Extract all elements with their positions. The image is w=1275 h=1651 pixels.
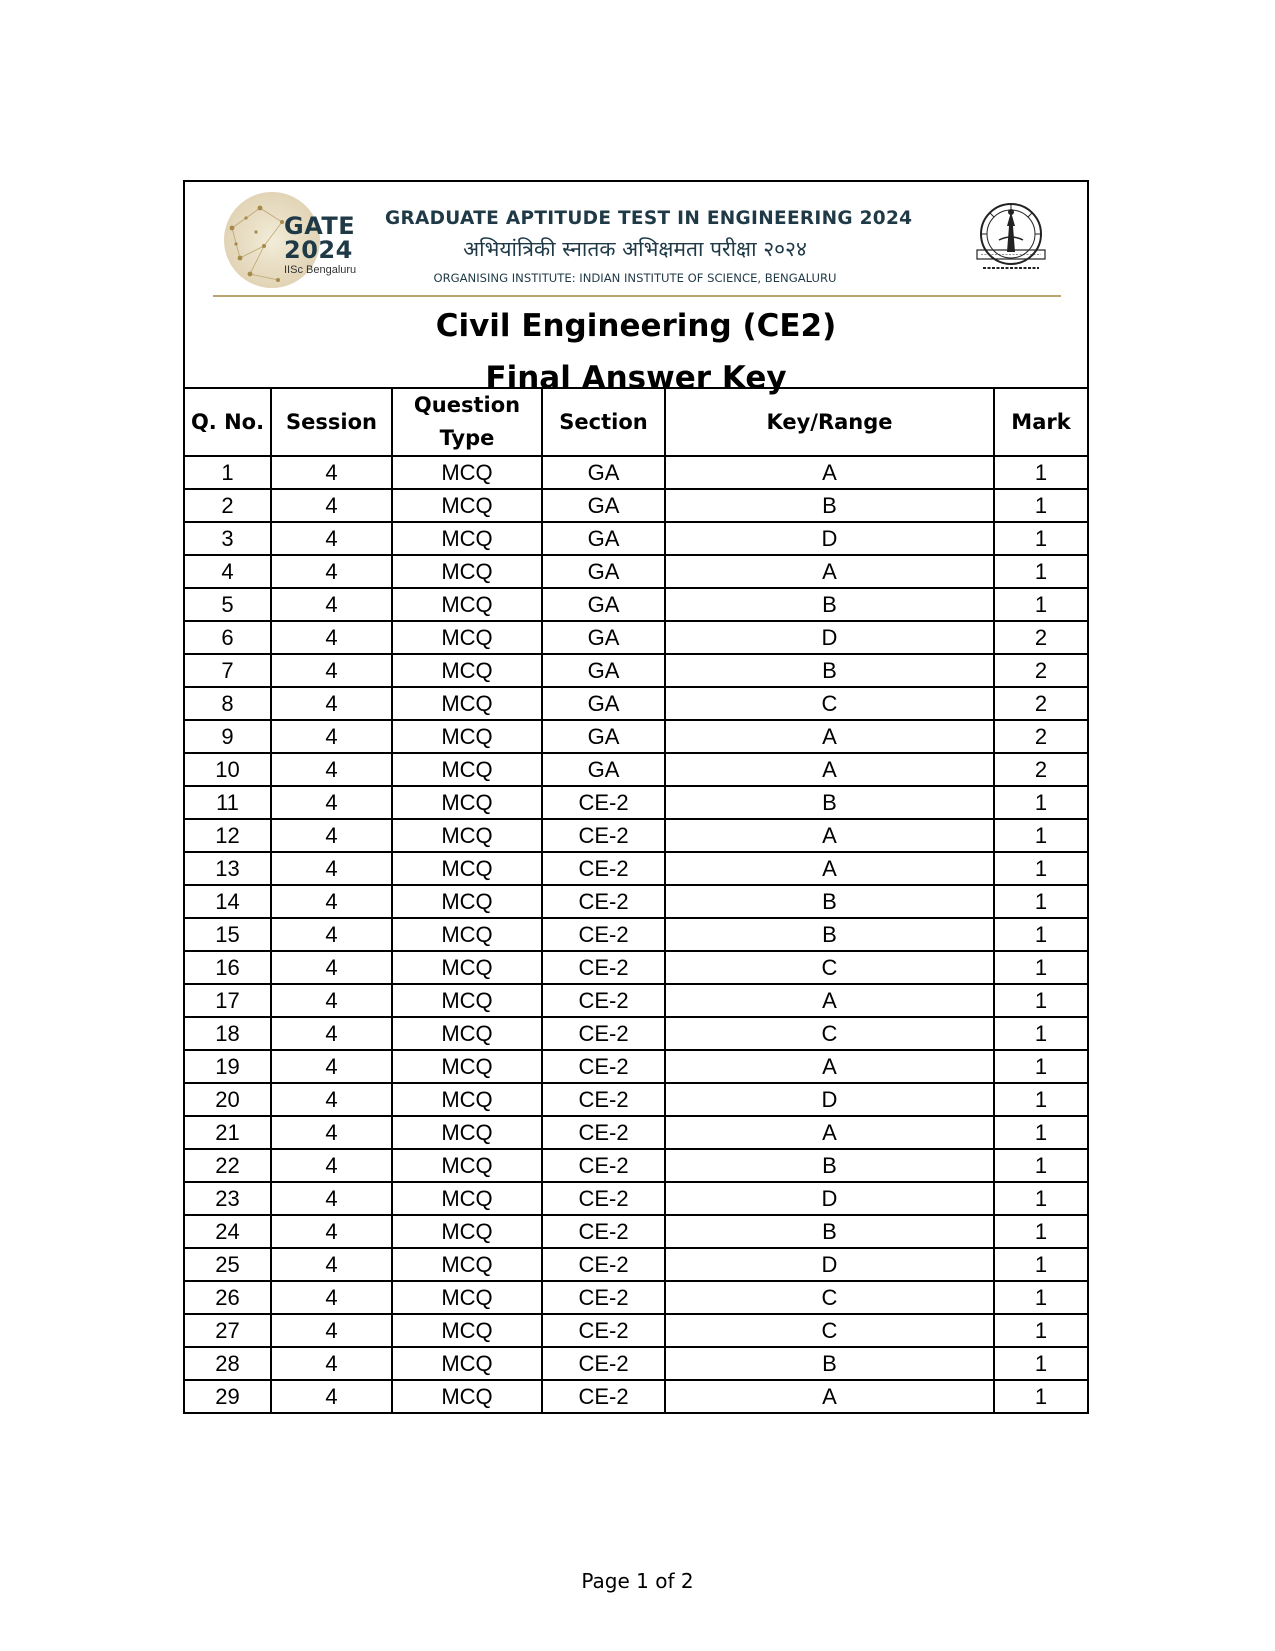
table-row xyxy=(185,885,1087,918)
table-row xyxy=(185,654,1087,687)
cell-qno: 26 xyxy=(185,1281,271,1314)
cell-key: D xyxy=(665,621,994,654)
cell-question-type: MCQ xyxy=(392,1116,542,1149)
cell-qno: 12 xyxy=(185,819,271,852)
cell-question-type: MCQ xyxy=(392,984,542,1017)
cell-mark: 1 xyxy=(994,1314,1087,1347)
table-row xyxy=(185,951,1087,984)
cell-session: 4 xyxy=(271,1215,392,1248)
table-row xyxy=(185,1248,1087,1281)
gate-logo-subtitle: IISc Bengaluru xyxy=(284,264,357,276)
cell-qno: 14 xyxy=(185,885,271,918)
cell-section: CE-2 xyxy=(542,951,665,984)
cell-question-type: MCQ xyxy=(392,1380,542,1412)
cell-question-type: MCQ xyxy=(392,687,542,720)
cell-qno: 4 xyxy=(185,555,271,588)
cell-key: B xyxy=(665,1215,994,1248)
cell-question-type: MCQ xyxy=(392,1149,542,1182)
cell-key: B xyxy=(665,654,994,687)
cell-mark: 1 xyxy=(994,1380,1087,1412)
table-row xyxy=(185,687,1087,720)
cell-key: D xyxy=(665,522,994,555)
cell-qno: 19 xyxy=(185,1050,271,1083)
header-mark: Mark xyxy=(994,388,1087,456)
cell-qno: 8 xyxy=(185,687,271,720)
cell-question-type: MCQ xyxy=(392,1017,542,1050)
cell-key: A xyxy=(665,1380,994,1412)
cell-mark: 1 xyxy=(994,984,1087,1017)
cell-session: 4 xyxy=(271,1182,392,1215)
cell-section: GA xyxy=(542,621,665,654)
cell-session: 4 xyxy=(271,621,392,654)
cell-question-type: MCQ xyxy=(392,885,542,918)
cell-question-type: MCQ xyxy=(392,1215,542,1248)
cell-section: GA xyxy=(542,588,665,621)
cell-key: B xyxy=(665,786,994,819)
cell-section: GA xyxy=(542,489,665,522)
cell-session: 4 xyxy=(271,1050,392,1083)
cell-section: CE-2 xyxy=(542,918,665,951)
cell-section: CE-2 xyxy=(542,1149,665,1182)
cell-key: C xyxy=(665,687,994,720)
table-row xyxy=(185,1215,1087,1248)
cell-mark: 1 xyxy=(994,489,1087,522)
cell-mark: 1 xyxy=(994,1215,1087,1248)
cell-session: 4 xyxy=(271,1314,392,1347)
document-title xyxy=(185,300,1087,404)
cell-question-type: MCQ xyxy=(392,621,542,654)
cell-session: 4 xyxy=(271,951,392,984)
cell-session: 4 xyxy=(271,1248,392,1281)
cell-qno: 21 xyxy=(185,1116,271,1149)
cell-key: B xyxy=(665,588,994,621)
cell-section: CE-2 xyxy=(542,1017,665,1050)
cell-session: 4 xyxy=(271,885,392,918)
cell-mark: 1 xyxy=(994,1182,1087,1215)
answer-key-table xyxy=(185,387,1087,1412)
cell-section: CE-2 xyxy=(542,819,665,852)
cell-qno: 17 xyxy=(185,984,271,1017)
cell-session: 4 xyxy=(271,1380,392,1412)
cell-mark: 2 xyxy=(994,687,1087,720)
table-row xyxy=(185,720,1087,753)
table-row xyxy=(185,1017,1087,1050)
gate-logo-year: 2024 xyxy=(284,236,353,264)
cell-mark: 2 xyxy=(994,720,1087,753)
cell-key: A xyxy=(665,852,994,885)
table-row xyxy=(185,456,1087,489)
cell-key: A xyxy=(665,456,994,489)
cell-key: C xyxy=(665,1281,994,1314)
cell-question-type: MCQ xyxy=(392,588,542,621)
cell-section: GA xyxy=(542,456,665,489)
cell-session: 4 xyxy=(271,522,392,555)
table-row xyxy=(185,1050,1087,1083)
header-question-type-line-1: Question xyxy=(413,393,521,417)
cell-mark: 1 xyxy=(994,951,1087,984)
answer-key-sheet xyxy=(183,180,1089,1414)
cell-mark: 1 xyxy=(994,522,1087,555)
cell-question-type: MCQ xyxy=(392,918,542,951)
table-row xyxy=(185,522,1087,555)
cell-question-type: MCQ xyxy=(392,786,542,819)
cell-question-type: MCQ xyxy=(392,1050,542,1083)
cell-qno: 1 xyxy=(185,456,271,489)
cell-qno: 3 xyxy=(185,522,271,555)
cell-section: CE-2 xyxy=(542,1116,665,1149)
cell-session: 4 xyxy=(271,489,392,522)
cell-session: 4 xyxy=(271,1347,392,1380)
cell-session: 4 xyxy=(271,852,392,885)
cell-question-type: MCQ xyxy=(392,852,542,885)
cell-section: CE-2 xyxy=(542,1182,665,1215)
cell-mark: 1 xyxy=(994,1083,1087,1116)
cell-session: 4 xyxy=(271,819,392,852)
cell-section: CE-2 xyxy=(542,1314,665,1347)
cell-qno: 9 xyxy=(185,720,271,753)
table-row xyxy=(185,984,1087,1017)
cell-key: A xyxy=(665,819,994,852)
cell-session: 4 xyxy=(271,1281,392,1314)
iisc-emblem-icon xyxy=(969,196,1053,280)
table-row xyxy=(185,1380,1087,1412)
cell-question-type: MCQ xyxy=(392,753,542,786)
cell-question-type: MCQ xyxy=(392,1083,542,1116)
table-row xyxy=(185,918,1087,951)
cell-qno: 5 xyxy=(185,588,271,621)
cell-mark: 1 xyxy=(994,1149,1087,1182)
cell-session: 4 xyxy=(271,720,392,753)
cell-qno: 24 xyxy=(185,1215,271,1248)
cell-mark: 1 xyxy=(994,1017,1087,1050)
header-qno: Q. No. xyxy=(185,388,271,456)
cell-key: C xyxy=(665,951,994,984)
cell-session: 4 xyxy=(271,753,392,786)
header-key-range: Key/Range xyxy=(665,388,994,456)
exam-title-hindi: अभियांत्रिकी स्नातक अभिक्षमता परीक्षा २०२४ xyxy=(463,237,807,261)
cell-question-type: MCQ xyxy=(392,1314,542,1347)
cell-key: B xyxy=(665,1347,994,1380)
cell-key: B xyxy=(665,918,994,951)
table-row xyxy=(185,621,1087,654)
header-titles xyxy=(385,208,913,285)
cell-section: CE-2 xyxy=(542,1347,665,1380)
cell-section: CE-2 xyxy=(542,1248,665,1281)
cell-key: D xyxy=(665,1083,994,1116)
cell-mark: 1 xyxy=(994,786,1087,819)
table-row xyxy=(185,819,1087,852)
table-row xyxy=(185,1083,1087,1116)
cell-qno: 25 xyxy=(185,1248,271,1281)
cell-session: 4 xyxy=(271,1116,392,1149)
cell-mark: 1 xyxy=(994,555,1087,588)
cell-qno: 28 xyxy=(185,1347,271,1380)
cell-mark: 2 xyxy=(994,621,1087,654)
table-row xyxy=(185,555,1087,588)
cell-session: 4 xyxy=(271,588,392,621)
cell-section: CE-2 xyxy=(542,1215,665,1248)
cell-key: A xyxy=(665,984,994,1017)
cell-section: CE-2 xyxy=(542,1050,665,1083)
header-section: Section xyxy=(542,388,665,456)
cell-qno: 11 xyxy=(185,786,271,819)
table-row xyxy=(185,1281,1087,1314)
cell-mark: 2 xyxy=(994,654,1087,687)
cell-question-type: MCQ xyxy=(392,1182,542,1215)
gate-logo-word: GATE xyxy=(284,212,356,240)
cell-qno: 22 xyxy=(185,1149,271,1182)
header-divider xyxy=(213,295,1061,297)
cell-mark: 1 xyxy=(994,819,1087,852)
cell-session: 4 xyxy=(271,456,392,489)
cell-mark: 1 xyxy=(994,456,1087,489)
cell-session: 4 xyxy=(271,984,392,1017)
cell-section: CE-2 xyxy=(542,984,665,1017)
cell-key: A xyxy=(665,1116,994,1149)
organising-institute: ORGANISING INSTITUTE: INDIAN INSTITUTE OF SCIENCE, BENGALURU xyxy=(433,271,837,285)
cell-key: A xyxy=(665,753,994,786)
cell-question-type: MCQ xyxy=(392,555,542,588)
cell-mark: 1 xyxy=(994,885,1087,918)
header-banner xyxy=(185,182,1087,396)
cell-mark: 1 xyxy=(994,918,1087,951)
cell-section: CE-2 xyxy=(542,852,665,885)
cell-mark: 1 xyxy=(994,1116,1087,1149)
table-row xyxy=(185,1182,1087,1215)
cell-question-type: MCQ xyxy=(392,819,542,852)
header-session: Session xyxy=(271,388,392,456)
cell-session: 4 xyxy=(271,786,392,819)
cell-mark: 1 xyxy=(994,588,1087,621)
cell-question-type: MCQ xyxy=(392,522,542,555)
cell-qno: 20 xyxy=(185,1083,271,1116)
cell-section: GA xyxy=(542,687,665,720)
cell-section: CE-2 xyxy=(542,1380,665,1412)
cell-question-type: MCQ xyxy=(392,720,542,753)
cell-session: 4 xyxy=(271,654,392,687)
cell-qno: 23 xyxy=(185,1182,271,1215)
table-row xyxy=(185,1314,1087,1347)
cell-key: B xyxy=(665,489,994,522)
cell-mark: 1 xyxy=(994,852,1087,885)
table-row xyxy=(185,753,1087,786)
table-row xyxy=(185,786,1087,819)
cell-session: 4 xyxy=(271,555,392,588)
cell-session: 4 xyxy=(271,1017,392,1050)
cell-mark: 1 xyxy=(994,1281,1087,1314)
cell-key: B xyxy=(665,1149,994,1182)
page-number: Page 1 of 2 xyxy=(581,1569,694,1593)
table-row xyxy=(185,1149,1087,1182)
cell-section: GA xyxy=(542,555,665,588)
cell-qno: 27 xyxy=(185,1314,271,1347)
cell-question-type: MCQ xyxy=(392,1281,542,1314)
cell-question-type: MCQ xyxy=(392,456,542,489)
cell-session: 4 xyxy=(271,1083,392,1116)
table-row xyxy=(185,588,1087,621)
cell-key: A xyxy=(665,1050,994,1083)
cell-key: D xyxy=(665,1248,994,1281)
cell-section: CE-2 xyxy=(542,786,665,819)
table-row xyxy=(185,852,1087,885)
cell-section: CE-2 xyxy=(542,1281,665,1314)
cell-key: B xyxy=(665,885,994,918)
exam-title-english: GRADUATE APTITUDE TEST IN ENGINEERING 2024 xyxy=(385,208,913,229)
cell-question-type: MCQ xyxy=(392,489,542,522)
cell-section: CE-2 xyxy=(542,885,665,918)
cell-qno: 29 xyxy=(185,1380,271,1412)
cell-key: D xyxy=(665,1182,994,1215)
cell-mark: 1 xyxy=(994,1248,1087,1281)
cell-qno: 2 xyxy=(185,489,271,522)
cell-key: A xyxy=(665,555,994,588)
cell-session: 4 xyxy=(271,918,392,951)
cell-section: GA xyxy=(542,753,665,786)
cell-section: GA xyxy=(542,720,665,753)
table-row xyxy=(185,1116,1087,1149)
cell-qno: 7 xyxy=(185,654,271,687)
cell-qno: 15 xyxy=(185,918,271,951)
cell-qno: 18 xyxy=(185,1017,271,1050)
cell-mark: 2 xyxy=(994,753,1087,786)
cell-question-type: MCQ xyxy=(392,951,542,984)
cell-qno: 13 xyxy=(185,852,271,885)
cell-key: C xyxy=(665,1314,994,1347)
cell-mark: 1 xyxy=(994,1347,1087,1380)
cell-mark: 1 xyxy=(994,1050,1087,1083)
cell-section: GA xyxy=(542,654,665,687)
table-row xyxy=(185,1347,1087,1380)
cell-qno: 16 xyxy=(185,951,271,984)
cell-session: 4 xyxy=(271,1149,392,1182)
header-question-type-line-2: Type xyxy=(439,426,495,450)
cell-qno: 6 xyxy=(185,621,271,654)
cell-question-type: MCQ xyxy=(392,1347,542,1380)
cell-section: GA xyxy=(542,522,665,555)
cell-qno: 10 xyxy=(185,753,271,786)
key-type: Final Answer Key xyxy=(485,360,787,396)
cell-session: 4 xyxy=(271,687,392,720)
cell-question-type: MCQ xyxy=(392,654,542,687)
cell-key: C xyxy=(665,1017,994,1050)
gate-2024-logo-icon xyxy=(220,188,370,292)
cell-question-type: MCQ xyxy=(392,1248,542,1281)
paper-name: Civil Engineering (CE2) xyxy=(435,308,837,344)
cell-key: A xyxy=(665,720,994,753)
cell-section: CE-2 xyxy=(542,1083,665,1116)
table-row xyxy=(185,489,1087,522)
